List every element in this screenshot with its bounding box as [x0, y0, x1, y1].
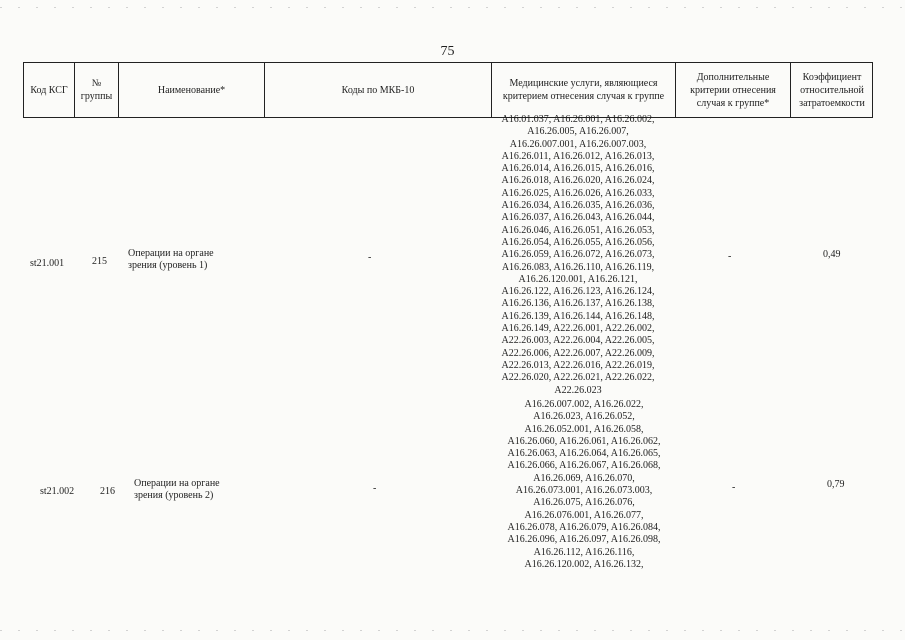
header-name: Наименование*: [119, 63, 265, 117]
mkb-codes: -: [368, 252, 372, 263]
ksg-code: st21.001: [30, 258, 65, 269]
service-name: Операции на органе зрения (уровень 2): [134, 478, 220, 502]
scan-noise-bottom: [0, 630, 905, 631]
header-extra-criteria: Дополнительные критерии отнесения случая к группе*: [676, 63, 791, 117]
table-header: [23, 62, 873, 118]
group-no: 216: [100, 486, 115, 497]
service-name: Операции на органе зрения (уровень 1): [128, 248, 214, 272]
med-services-list: A16.01.037, A16.26.001, A16.26.002, A16.26.005, A16.26.007, A16.26.007.001, A16.26.007.003, A16.26.011, A16.26.012, A16.26.013, A16.26.014, A16.26.015, A16.26.016, A16.26.018, A16.26.020, A16.26.024, A16.26.025, A16.26.026, A16.26.033, A16.26.034, A16.26.035, A16.26.036, A16.26.037, A16.26.043, A16.26.044, A16.26.046, A16.26.051, A16.26.053, A16.26.054, A16.26.055, A16.26.056, A16.26.059, A16.26.072, A16.26.073, A16.26.083, A16.26.110, A16.26.119, A16.26.120.001, A16.26.121, A16.26.122, A16.26.123, A16.26.124, A16.26.136, A16.26.137, A16.26.138, A16.26.139, A16.26.144, A16.26.148, A16.26.149, A22.26.001, A22.26.002, A22.26.003, A22.26.004, A22.26.005, A22.26.006, A22.26.007, A22.26.009, A22.26.013, A22.26.016, A22.26.019, A22.26.020, A22.26.021, A22.26.022, A22.26.023: [501, 114, 655, 396]
group-no: 215: [92, 256, 107, 267]
header-med-services: Медицинские услуги, являющиеся критерием отнесения случая к группе: [492, 63, 676, 117]
ksg-code: st21.002: [40, 486, 75, 497]
coefficient: 0,79: [827, 479, 845, 490]
mkb-codes: -: [373, 483, 377, 494]
header-ksg-code: Код КСГ: [24, 63, 75, 117]
header-mkb-codes: Коды по МКБ-10: [265, 63, 492, 117]
extra-criteria: -: [732, 482, 736, 493]
page-number: 75: [440, 44, 455, 59]
header-group-no: № группы: [75, 63, 119, 117]
med-services-list: A16.26.007.002, A16.26.022, A16.26.023, A16.26.052, A16.26.052.001, A16.26.058, A16.26.060, A16.26.061, A16.26.062, A16.26.063, A16.26.064, A16.26.065, A16.26.066, A16.26.067, A16.26.068, A16.26.069, A16.26.070, A16.26.073.001, A16.26.073.003, A16.26.075, A16.26.076, A16.26.076.001, A16.26.077, A16.26.078, A16.26.079, A16.26.084, A16.26.096, A16.26.097, A16.26.098, A16.26.112, A16.26.116, A16.26.120.002, A16.26.132,: [507, 399, 661, 570]
extra-criteria: -: [728, 251, 732, 262]
header-coefficient: Коэффициент относительной затратоемкости: [799, 71, 865, 109]
coefficient: 0,49: [823, 249, 841, 260]
scan-noise-top: [0, 7, 905, 8]
